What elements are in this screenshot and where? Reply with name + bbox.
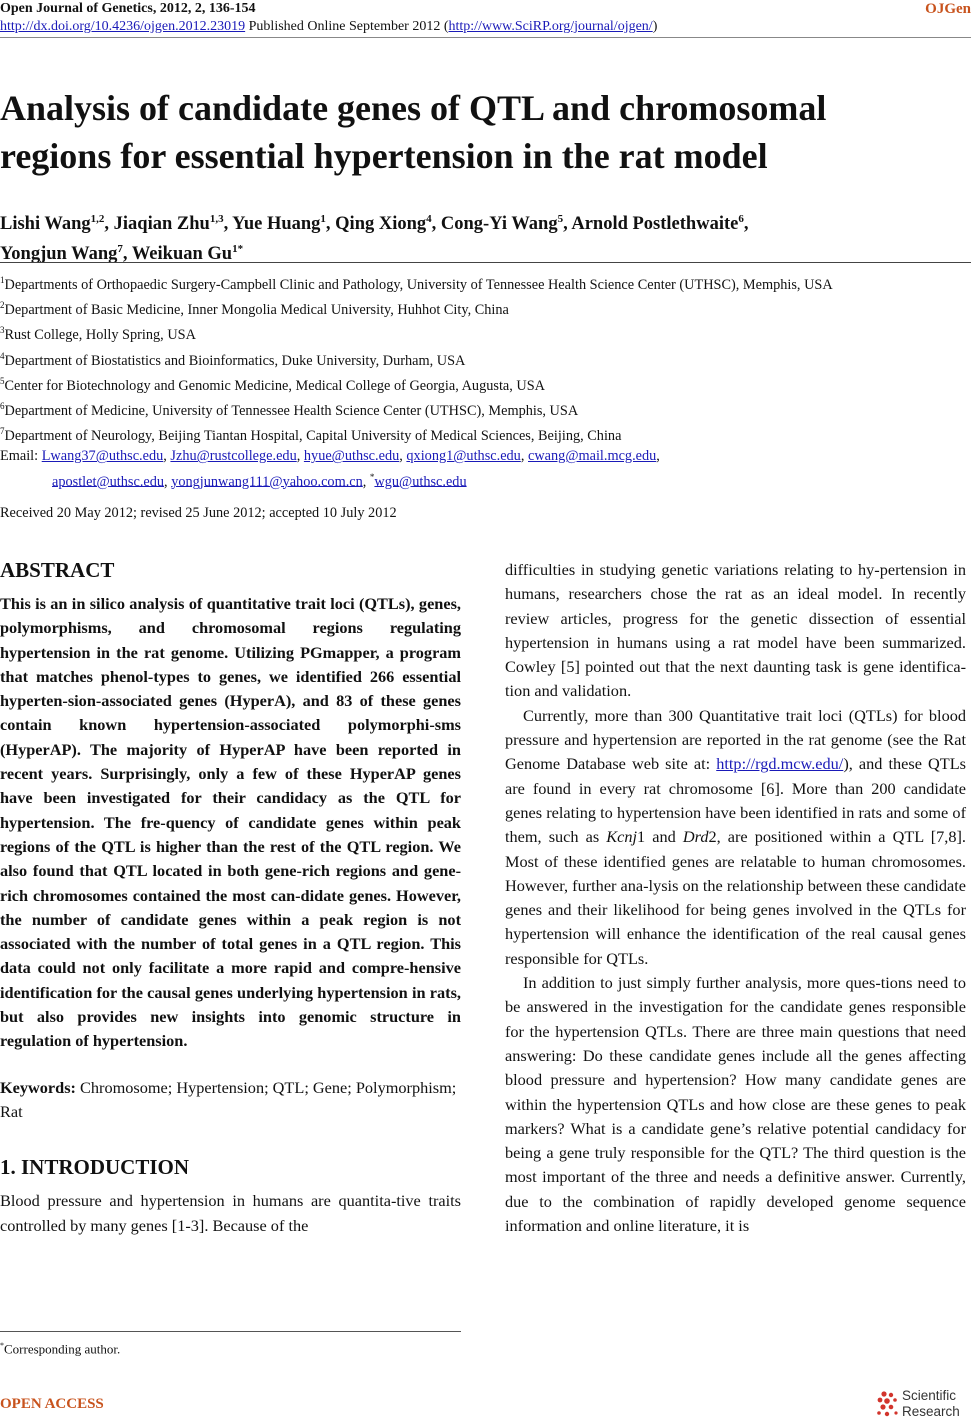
corresponding-email-link[interactable]: wgu@uthsc.edu xyxy=(374,473,467,490)
author-separator: , xyxy=(743,214,749,235)
affiliation-list xyxy=(0,270,971,446)
intro-paragraph-2 xyxy=(505,704,966,971)
publisher-name-line-2: Research xyxy=(902,1403,960,1419)
email-separator: , xyxy=(399,448,407,465)
p2-text-c: 1 and xyxy=(637,827,683,847)
corresponding-marker: * xyxy=(369,471,375,482)
journal-abbrev: OJGen xyxy=(925,1,971,17)
affiliation-number: 6 xyxy=(0,400,5,411)
affiliation-item xyxy=(0,346,971,371)
email-label: Email: xyxy=(0,448,42,465)
running-header xyxy=(0,0,657,36)
abstract-body: This is an in silico analysis of quantitative trait loci (QTLs), genes, polymorphisms, and chromosomal regions regulating hypertension in the rat genome. Utilizing PGmapper, a program that matches phenol-types to genes, we identified 266 essential hyperten-sion-associated genes (HyperA), and 83 of these genes contain known hypertension-associated polymorphi-sms (HyperAP). The majority of HyperAP have been reported in recent years. Surprisingly, only a few of these HyperAP genes have been investigated for their candidacy as the QTL for hypertension. The fre-quency of candidate genes within peak regions of the QTL is higher than the rest of the QTL region. We also found that QTL located in both gene-rich regions and gene-rich chromosomes contained the most can-didate genes. However, the number of candidate genes within a peak region is not associated with the number of total genes in a QTL region. This data could not only facilitate a more rapid and compre-hensive identification for the causal genes underlying hypertension in rats, but also provides new insights into genomic structure in regulation of hypertension. xyxy=(0,594,461,1051)
close-paren: ) xyxy=(652,19,658,34)
journal-url-link[interactable]: http://www.SciRP.org/journal/ojgen/ xyxy=(448,19,653,34)
author-separator: , xyxy=(223,214,233,235)
footnote-divider xyxy=(0,1331,461,1332)
footnote xyxy=(0,1338,120,1357)
affiliation-text: Department of Basic Medicine, Inner Mongolia Medical University, Huhhot City, China xyxy=(4,301,509,318)
intro-paragraph-continued: difficulties in studying genetic variations relating to hy-pertension in humans, researchers chose the rat as an ideal model. In recently review articles, progress for the genetic dissection of essential hypertension in humans using a rat model have been summarized. Cowley [5] pointed out that the next daunting task is gene identifica-tion and validation. xyxy=(505,560,966,701)
affiliation-item xyxy=(0,396,971,421)
footnote-text: Corresponding author. xyxy=(4,1341,121,1357)
affiliation-number: 1 xyxy=(0,275,5,285)
intro-paragraph-3: In addition to just simply further analysis, more ques-tions need to be answered in the investigation for the candidate genes responsible for the hypertension QTLs. There are three main questions that need answering: Do these candidate genes include all the genes affecting blood pressure and hypertension? How many candidate genes are within the hypertension QTLs and how close are these genes to peak markers? What is a candidate gene’s relative potential candidacy for being a gene truly responsible for the QTL? The third question is the most important of the three and needs a definitive answer. Currently, due to the combination of rapidly developed genome sequence information and online literature, it is xyxy=(505,973,966,1236)
email-link[interactable]: qxiong1@uthsc.edu xyxy=(406,448,521,465)
affiliation-number: 7 xyxy=(0,426,5,437)
author-list xyxy=(0,207,971,267)
email-separator: , xyxy=(296,448,304,465)
author-affiliation-marker: 1 xyxy=(320,213,326,225)
journal-citation: Open Journal of Genetics, 2012, 2, 136-154 xyxy=(0,1,256,16)
title-line-2: regions for essential hypertension in the rat model xyxy=(0,136,768,176)
intro-paragraph-1: Blood pressure and hypertension in humans are quantita-tive traits controlled by many genes [1-3]. Because of the xyxy=(0,1191,461,1235)
gene-kcnj: Kcnj xyxy=(606,827,638,847)
author-affiliation-marker: 6 xyxy=(738,213,744,225)
author-name: Arnold Postlethwaite xyxy=(571,214,739,235)
introduction-heading: 1. INTRODUCTION xyxy=(0,1155,190,1180)
affiliation-number: 5 xyxy=(0,375,5,386)
affiliation-number: 3 xyxy=(0,325,5,336)
paper-title xyxy=(0,84,971,180)
author-separator: , xyxy=(104,214,114,235)
keywords xyxy=(0,1076,461,1125)
email-link[interactable]: cwang@mail.mcg.edu xyxy=(528,448,657,465)
author-affiliation-marker: 5 xyxy=(557,213,564,225)
affiliation-text: Departments of Orthopaedic Surgery-Campbell Clinic and Pathology, University of Tennessee Health Science Center (UTHSC), Memphis, USA xyxy=(4,276,833,293)
affiliation-item xyxy=(0,270,971,295)
author-affiliation-marker: 4 xyxy=(426,213,432,225)
gene-drd: Drd xyxy=(682,827,709,847)
author-separator: , xyxy=(431,214,441,235)
affiliation-text: Center for Biotechnology and Genomic Medicine, Medical College of Georgia, Augusta, USA xyxy=(4,377,546,394)
email-line-2 xyxy=(0,467,971,492)
publisher-logo xyxy=(875,1388,967,1420)
affiliation-text: Department of Biostatistics and Bioinformatics, Duke University, Durham, USA xyxy=(4,352,466,369)
keywords-label: Keywords: xyxy=(0,1077,76,1097)
affiliation-text: Rust College, Holly Spring, USA xyxy=(4,327,196,344)
affiliation-number: 4 xyxy=(0,350,5,361)
publisher-name xyxy=(902,1388,960,1419)
email-links-line-1 xyxy=(42,448,660,464)
affiliation-item xyxy=(0,295,971,320)
doi-link[interactable]: http://dx.doi.org/10.4236/ojgen.2012.23019 xyxy=(0,19,246,34)
p2-text-b: ), and these QTLs are found in every rat chromosome [6]. More than 200 candidate genes relating to hypertension have been identified in rats and some of them, such as xyxy=(505,754,966,847)
author-affiliation-marker: 7 xyxy=(117,243,123,256)
scientific-research-logo-icon xyxy=(875,1390,901,1418)
affiliation-number: 2 xyxy=(0,300,5,311)
author-affiliation-marker: 1,2 xyxy=(90,213,105,225)
author-affiliation-marker: 1* xyxy=(232,243,244,256)
author-separator: , xyxy=(325,214,336,235)
affiliation-text: Department of Neurology, Beijing Tiantan Hospital, Capital University of Medical Sciences, Beijing, China xyxy=(4,427,622,444)
author-separator: , xyxy=(563,214,572,235)
email-line xyxy=(0,446,971,466)
email-link[interactable]: Lwang37@uthsc.edu xyxy=(41,448,164,465)
publisher-name-line-1: Scientific xyxy=(902,1388,957,1403)
affiliation-text: Department of Medicine, University of Tennessee Health Science Center (UTHSC), Memphis, USA xyxy=(4,402,579,419)
right-column xyxy=(505,558,966,1238)
email-separator: , xyxy=(362,473,370,490)
email-separator: , xyxy=(656,448,660,465)
affiliations xyxy=(0,270,971,492)
author-name: Yue Huang xyxy=(232,214,321,235)
abstract-heading: ABSTRACT xyxy=(0,558,115,582)
title-line-1: Analysis of candidate genes of QTL and chromosomal xyxy=(0,88,827,128)
author-name: Weikuan Gu xyxy=(131,244,233,265)
left-column xyxy=(0,556,461,1238)
affiliation-item xyxy=(0,421,971,446)
author-affiliation-marker: 1,3 xyxy=(209,213,224,225)
p2-text-d: 2, are positioned within a QTL [7,8]. Most of these identified genes are relatable to human chromosomes. However, further ana-lysis on the relationship between these candidate genes and their likelihood for being genes involved in the QTLs for hypertension will enhance the identification of the real causal genes responsible for QTLs. xyxy=(505,827,966,968)
affiliation-item xyxy=(0,320,971,345)
email-separator: , xyxy=(163,448,171,465)
rgd-link[interactable]: http://rgd.mcw.edu/ xyxy=(716,754,844,774)
email-link[interactable]: apostlet@uthsc.edu xyxy=(52,473,165,490)
author-line-1 xyxy=(0,214,748,234)
author-name: Qing Xiong xyxy=(335,214,427,235)
author-name: Yongjun Wang xyxy=(0,244,118,265)
author-name: Jiaqian Zhu xyxy=(113,214,210,235)
email-link[interactable]: hyue@uthsc.edu xyxy=(303,448,400,465)
keywords-text: Chromosome; Hypertension; QTL; Gene; Polymorphism; Rat xyxy=(0,1077,457,1121)
received-dates: Received 20 May 2012; revised 25 June 2012; accepted 10 July 2012 xyxy=(0,505,397,521)
author-divider xyxy=(0,262,971,263)
email-link[interactable]: yongjunwang111@yahoo.com.cn xyxy=(171,473,363,490)
email-links-line-2 xyxy=(52,473,370,489)
author-separator: , xyxy=(122,244,132,265)
affiliation-item xyxy=(0,371,971,396)
author-name: Cong-Yi Wang xyxy=(440,214,558,235)
email-separator: , xyxy=(520,448,528,465)
published-text: Published Online September 2012 ( xyxy=(245,19,449,34)
footnote-marker: * xyxy=(0,1341,4,1350)
open-access-label: OPEN ACCESS xyxy=(0,1396,104,1412)
p2-text-a: Currently, more than 300 Quantitative trait loci (QTLs) for blood pressure and hypertension are reported in the rat genome (see the Rat Genome Database web site at: xyxy=(505,705,966,774)
email-separator: , xyxy=(164,473,172,490)
email-link[interactable]: Jzhu@rustcollege.edu xyxy=(170,448,297,465)
header-divider xyxy=(0,37,971,38)
author-name: Lishi Wang xyxy=(0,214,91,235)
